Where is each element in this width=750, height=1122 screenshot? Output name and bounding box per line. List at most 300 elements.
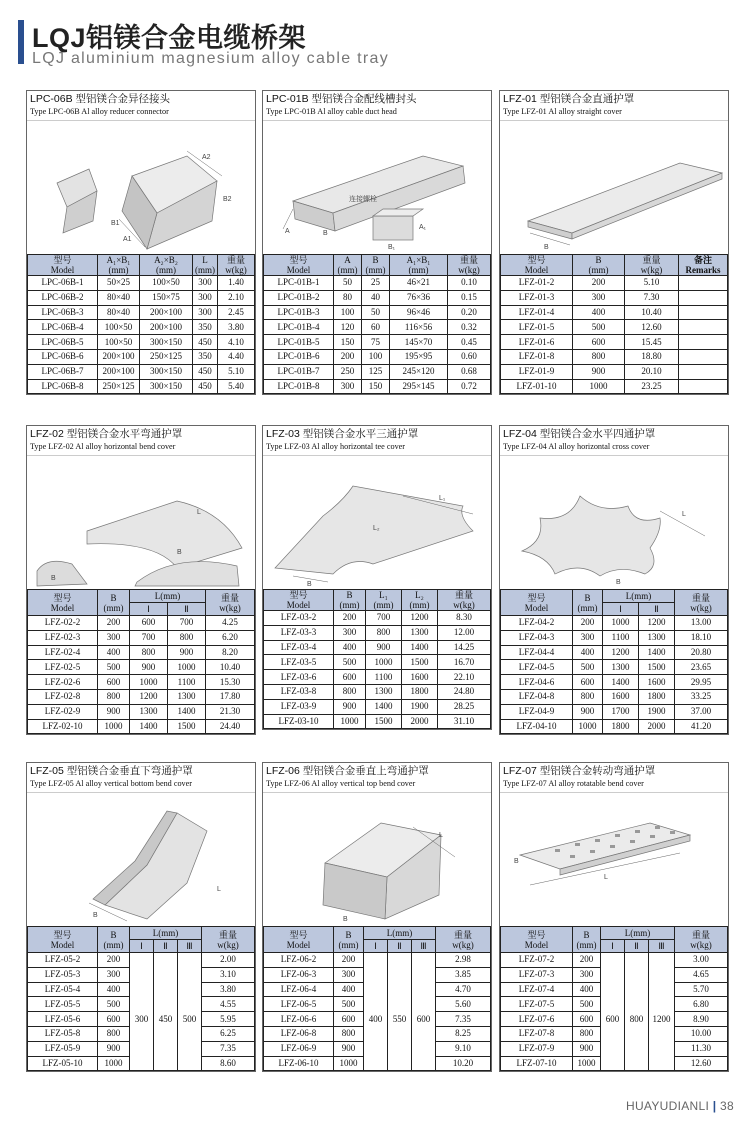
col-header: Ⅰ [601,940,625,953]
table-row [28,1012,255,1027]
table-cell: 150×75 [140,290,193,305]
col-header: Ⅱ [625,940,649,953]
table-cell: 50 [362,305,390,320]
figure-label: B [307,581,312,588]
table-cell: 100×50 [98,320,140,335]
table-cell: 500 [98,997,130,1012]
col-header: Ⅰ [364,940,388,953]
table-cell: 37.00 [675,704,728,719]
table-cell: 250×125 [140,349,193,364]
col-header: B (mm) [573,255,625,276]
table-cell: 10.40 [206,660,255,675]
table-cell: 400 [98,982,130,997]
table-cell [130,1041,154,1056]
col-header: L(mm) [601,927,675,940]
table-cell: LPC-01B-6 [264,349,334,364]
panel-title-en: Type LFZ-01 Al alloy straight cover [503,107,622,116]
table-cell: 1000 [573,719,603,734]
col-header: B (mm) [334,590,366,611]
table-cell: 250 [334,364,362,379]
table-cell: 1000 [98,719,130,734]
table-cell [679,335,728,350]
table-cell: LFZ-07-3 [501,967,573,982]
table-cell: LFZ-05-2 [28,953,98,968]
table-cell [649,1041,675,1056]
table-cell: 13.00 [675,616,728,631]
table-row [28,335,255,350]
product-figure [263,121,491,254]
table-row [28,704,255,719]
table-cell: 10.20 [436,1056,491,1071]
table-cell [364,1041,388,1056]
page-footer [626,1099,734,1113]
table-cell: 1500 [168,719,206,734]
table-cell: 1500 [639,660,675,675]
table-cell: 1500 [402,655,438,670]
figure-label: B [544,244,549,251]
table-row [501,719,728,734]
table-cell: 7.30 [625,290,679,305]
panel-lfz-03 [262,425,492,730]
table-row [264,699,491,714]
spec-table [500,254,728,394]
table-cell: 9.10 [436,1041,491,1056]
table-cell: 2.10 [218,290,255,305]
table-cell: 7.35 [202,1041,255,1056]
table-cell: 1000 [168,660,206,675]
table-row [501,997,728,1012]
table-row [501,1056,728,1071]
panel-title-cn: LFZ-02 型铝镁合金水平弯通护罩 [30,428,183,440]
table-cell: 295×145 [390,379,448,394]
table-row [501,290,728,305]
spec-table [263,254,491,394]
table-cell: 200×100 [140,305,193,320]
table-cell [649,982,675,997]
figure-label: L [682,511,686,518]
col-header: Ⅱ [639,603,675,616]
table-cell: LFZ-02-9 [28,704,98,719]
table-cell: 1300 [402,625,438,640]
table-cell: 200×100 [98,364,140,379]
table-cell [412,953,436,968]
table-cell: 200 [334,953,364,968]
table-cell [178,953,202,968]
table-row [28,719,255,734]
table-cell: LFZ-05-8 [28,1026,98,1041]
table-row [28,290,255,305]
table-cell [178,1026,202,1041]
table-cell: LFZ-06-10 [264,1056,334,1071]
table-cell: LFZ-07-10 [501,1056,573,1071]
table-cell: 1000 [130,675,168,690]
table-cell: 1100 [168,675,206,690]
table-cell: 700 [366,611,402,626]
table-cell: LPC-01B-4 [264,320,334,335]
col-header: B (mm) [98,590,130,616]
table-cell [625,997,649,1012]
table-cell: 125 [362,364,390,379]
figure-label: 连接螺栓 [349,196,377,203]
col-header: Ⅱ [168,603,206,616]
table-cell: LFZ-05-9 [28,1041,98,1056]
panel-title-en: Type LFZ-03 Al alloy horizontal tee cover [266,442,406,451]
table-cell: 0.45 [448,335,491,350]
table-cell: LPC-01B-5 [264,335,334,350]
table-cell: LPC-06B-2 [28,290,98,305]
product-figure [500,121,728,254]
table-cell: 1800 [639,689,675,704]
table-cell: 1.40 [218,276,255,291]
table-cell [679,364,728,379]
table-cell: LFZ-07-5 [501,997,573,1012]
page-number: 38 [720,1099,734,1113]
table-cell: 12.00 [438,625,491,640]
figure-label: A2 [202,154,211,161]
table-cell: LFZ-06-5 [264,997,334,1012]
col-header: A₁×B₁ (mm) [98,255,140,276]
table-cell: 3.10 [202,967,255,982]
col-header: Ⅰ [130,940,154,953]
col-header: A (mm) [334,255,362,276]
vertical-bottom-bend-drawing [27,793,255,926]
table-cell: 200 [98,616,130,631]
table-cell: 1200 [402,611,438,626]
table-cell: 31.10 [438,714,491,729]
figure-label: L [197,509,201,516]
figure-label: B [51,575,56,582]
table-cell [679,379,728,394]
table-row [501,1026,728,1041]
figure-label: L [439,832,443,839]
page-subtitle: LQJ aluminium magnesium alloy cable tray [32,50,390,67]
table-row [28,305,255,320]
table-cell: LPC-06B-6 [28,349,98,364]
panel-lfz-01 [499,90,729,395]
table-cell: LPC-01B-2 [264,290,334,305]
figure-label: B [616,579,621,586]
table-cell: 1800 [603,719,639,734]
title-accent-bar [18,20,24,64]
table-cell: LPC-06B-1 [28,276,98,291]
table-cell: 5.70 [675,982,728,997]
col-header: A₁×B₁ (mm) [390,255,448,276]
spec-table [263,926,491,1071]
table-cell: 600 [130,616,168,631]
panel-title-en: Type LPC-06B Al alloy reducer connector [30,107,169,116]
table-cell: 5.10 [625,276,679,291]
table-cell: 200×100 [140,320,193,335]
table-row [264,684,491,699]
table-cell: 1000 [98,1056,130,1071]
col-header: 型号 Model [264,590,334,611]
table-row [264,997,491,1012]
table-cell: 300 [573,967,601,982]
table-cell: LFZ-04-2 [501,616,573,631]
table-cell: LFZ-03-9 [264,699,334,714]
table-cell: 10.00 [675,1026,728,1041]
table-cell: 900 [130,660,168,675]
table-cell: LFZ-01-4 [501,305,573,320]
table-cell: 400 [573,305,625,320]
panel-title-cn: LPC-01B 型铝镁合金配线槽封头 [266,93,417,105]
table-cell: 80 [334,290,362,305]
table-cell: LFZ-02-6 [28,675,98,690]
table-cell [130,1056,154,1071]
table-cell: 300 [334,625,366,640]
table-cell: 120 [334,320,362,335]
table-cell: LPC-06B-4 [28,320,98,335]
table-cell: 1900 [402,699,438,714]
table-cell: LFZ-02-3 [28,630,98,645]
table-cell: LPC-01B-1 [264,276,334,291]
table-cell: 12.60 [675,1056,728,1071]
rotatable-bend-drawing [500,793,728,926]
table-cell: 200 [98,953,130,968]
horizontal-cross-drawing [500,456,728,589]
table-cell: LPC-01B-7 [264,364,334,379]
table-cell: 7.35 [436,1012,491,1027]
table-cell: 4.40 [218,349,255,364]
col-header: 重量 w(kg) [202,927,255,953]
table-cell: LPC-06B-3 [28,305,98,320]
table-cell: LFZ-07-4 [501,982,573,997]
table-cell: 3.85 [436,967,491,982]
table-cell: 800 [573,349,625,364]
table-row [501,982,728,997]
table-cell [649,953,675,968]
col-header: Ⅲ [412,940,436,953]
horizontal-bend-drawing [27,456,255,589]
table-cell: 10.40 [625,305,679,320]
table-cell: 600 [573,335,625,350]
table-cell: LPC-06B-5 [28,335,98,350]
table-cell [388,953,412,968]
table-cell: 5.60 [436,997,491,1012]
table-cell: LFZ-01-10 [501,379,573,394]
table-cell: LFZ-02-10 [28,719,98,734]
table-cell [388,1026,412,1041]
table-cell: 2.45 [218,305,255,320]
table-cell [178,982,202,997]
table-cell: 1400 [366,699,402,714]
col-header: 备注 Remarks [679,255,728,276]
table-row [501,276,728,291]
figure-label: B [514,858,519,865]
table-cell: 100×50 [98,335,140,350]
table-cell: LFZ-02-2 [28,616,98,631]
table-row [28,645,255,660]
col-header: B (mm) [573,927,601,953]
table-cell: 800 [98,1026,130,1041]
col-header: Ⅰ [130,603,168,616]
col-header: B (mm) [98,927,130,953]
table-cell: 500 [178,1012,202,1027]
table-row [28,689,255,704]
table-cell: 500 [98,660,130,675]
table-row [501,704,728,719]
table-cell: 200 [334,349,362,364]
table-cell: 145×70 [390,335,448,350]
table-cell [364,953,388,968]
table-row [501,660,728,675]
table-cell [649,967,675,982]
table-cell: 500 [573,320,625,335]
table-row [501,616,728,631]
table-row [264,611,491,626]
table-cell: 700 [168,616,206,631]
col-header: 型号 Model [28,927,98,953]
spec-table [263,589,491,729]
table-cell: LFZ-07-2 [501,953,573,968]
spec-table [27,926,255,1071]
table-row [264,655,491,670]
table-cell: 8.60 [202,1056,255,1071]
product-figure [263,793,491,926]
col-header: Ⅱ [388,940,412,953]
table-cell: 1400 [402,640,438,655]
col-header: 重量 w(kg) [436,927,491,953]
table-cell [364,982,388,997]
table-row [28,320,255,335]
table-cell: 500 [573,660,603,675]
table-cell: 550 [388,1012,412,1027]
table-cell: 500 [573,997,601,1012]
table-row [28,1041,255,1056]
table-row [28,364,255,379]
table-cell [130,1026,154,1041]
table-cell: 200 [573,616,603,631]
product-figure [27,793,255,926]
panel-lfz-07 [499,762,729,1072]
table-cell: LFZ-03-3 [264,625,334,640]
table-cell [178,1041,202,1056]
table-cell [154,1026,178,1041]
table-cell: 1200 [639,616,675,631]
table-cell [130,982,154,997]
table-row [264,1056,491,1071]
table-cell: 1200 [649,1012,675,1027]
table-cell: 300 [573,290,625,305]
table-row [28,1056,255,1071]
table-cell: 400 [573,645,603,660]
figure-label: B1 [111,220,120,227]
table-cell: 60 [362,320,390,335]
table-cell: 1000 [573,379,625,394]
horizontal-tee-drawing [263,456,491,589]
table-cell: 300 [130,1012,154,1027]
table-cell: 80×40 [98,290,140,305]
table-cell: 600 [334,670,366,685]
table-row [264,335,491,350]
table-cell: 4.65 [675,967,728,982]
table-row [264,1041,491,1056]
table-cell: 1200 [130,689,168,704]
table-cell: 8.20 [206,645,255,660]
table-cell: LPC-01B-8 [264,379,334,394]
table-cell: 300×150 [140,379,193,394]
table-cell: 50 [334,276,362,291]
table-cell [364,997,388,1012]
table-cell: 0.20 [448,305,491,320]
table-row [28,616,255,631]
table-cell [649,1056,675,1071]
panel-title-en: Type LFZ-05 Al alloy vertical bottom bend cover [30,779,192,788]
table-row [28,349,255,364]
table-cell: 76×36 [390,290,448,305]
table-cell: LFZ-02-5 [28,660,98,675]
table-cell: 5.95 [202,1012,255,1027]
table-cell: 600 [98,675,130,690]
col-header: L₁ (mm) [366,590,402,611]
table-cell: LFZ-03-8 [264,684,334,699]
table-cell: LFZ-03-2 [264,611,334,626]
table-cell: 400 [364,1012,388,1027]
table-cell: 100 [334,305,362,320]
table-cell: LFZ-06-4 [264,982,334,997]
table-row [501,320,728,335]
table-row [264,290,491,305]
col-header: L (mm) [193,255,218,276]
table-cell: 80×40 [98,305,140,320]
table-cell [679,290,728,305]
col-header: Ⅲ [178,940,202,953]
table-cell: 2.98 [436,953,491,968]
figure-label: A [285,228,290,235]
panel-lfz-02 [26,425,256,735]
table-cell: 1300 [366,684,402,699]
table-cell: 0.10 [448,276,491,291]
figure-label: B2 [223,196,232,203]
table-cell: LFZ-06-2 [264,953,334,968]
table-cell: 4.70 [436,982,491,997]
table-cell: 4.55 [202,997,255,1012]
table-cell [154,953,178,968]
table-cell: 900 [573,704,603,719]
table-cell [679,320,728,335]
table-cell: 29.95 [675,675,728,690]
table-row [264,640,491,655]
table-cell: 300×150 [140,335,193,350]
panel-title-en: Type LFZ-02 Al alloy horizontal bend cover [30,442,176,451]
col-header: 型号 Model [501,927,573,953]
col-header: L(mm) [130,590,206,603]
figure-label: L [604,874,608,881]
table-cell: 1000 [334,1056,364,1071]
panel-title-en: Type LFZ-07 Al alloy rotatable bend cover [503,779,644,788]
table-row [264,1012,491,1027]
table-cell: 2.00 [202,953,255,968]
table-cell: LFZ-01-3 [501,290,573,305]
table-cell [412,1056,436,1071]
panel-title-cn: LFZ-07 型铝镁合金转动弯通护罩 [503,765,656,777]
table-cell: 400 [334,982,364,997]
table-row [28,997,255,1012]
table-cell: 1600 [639,675,675,690]
col-header: 重量 w(kg) [675,927,728,953]
table-cell: 3.80 [202,982,255,997]
table-cell: 300 [98,967,130,982]
table-cell [388,967,412,982]
table-cell [601,1026,625,1041]
panel-title-en: Type LPC-01B Al alloy cable duct head [266,107,397,116]
table-cell: LFZ-07-8 [501,1026,573,1041]
table-cell: 24.80 [438,684,491,699]
panel-title-cn: LPC-06B 型铝镁合金异径接头 [30,93,171,105]
table-cell: 600 [573,1012,601,1027]
table-cell: LFZ-03-6 [264,670,334,685]
table-cell: 450 [193,335,218,350]
